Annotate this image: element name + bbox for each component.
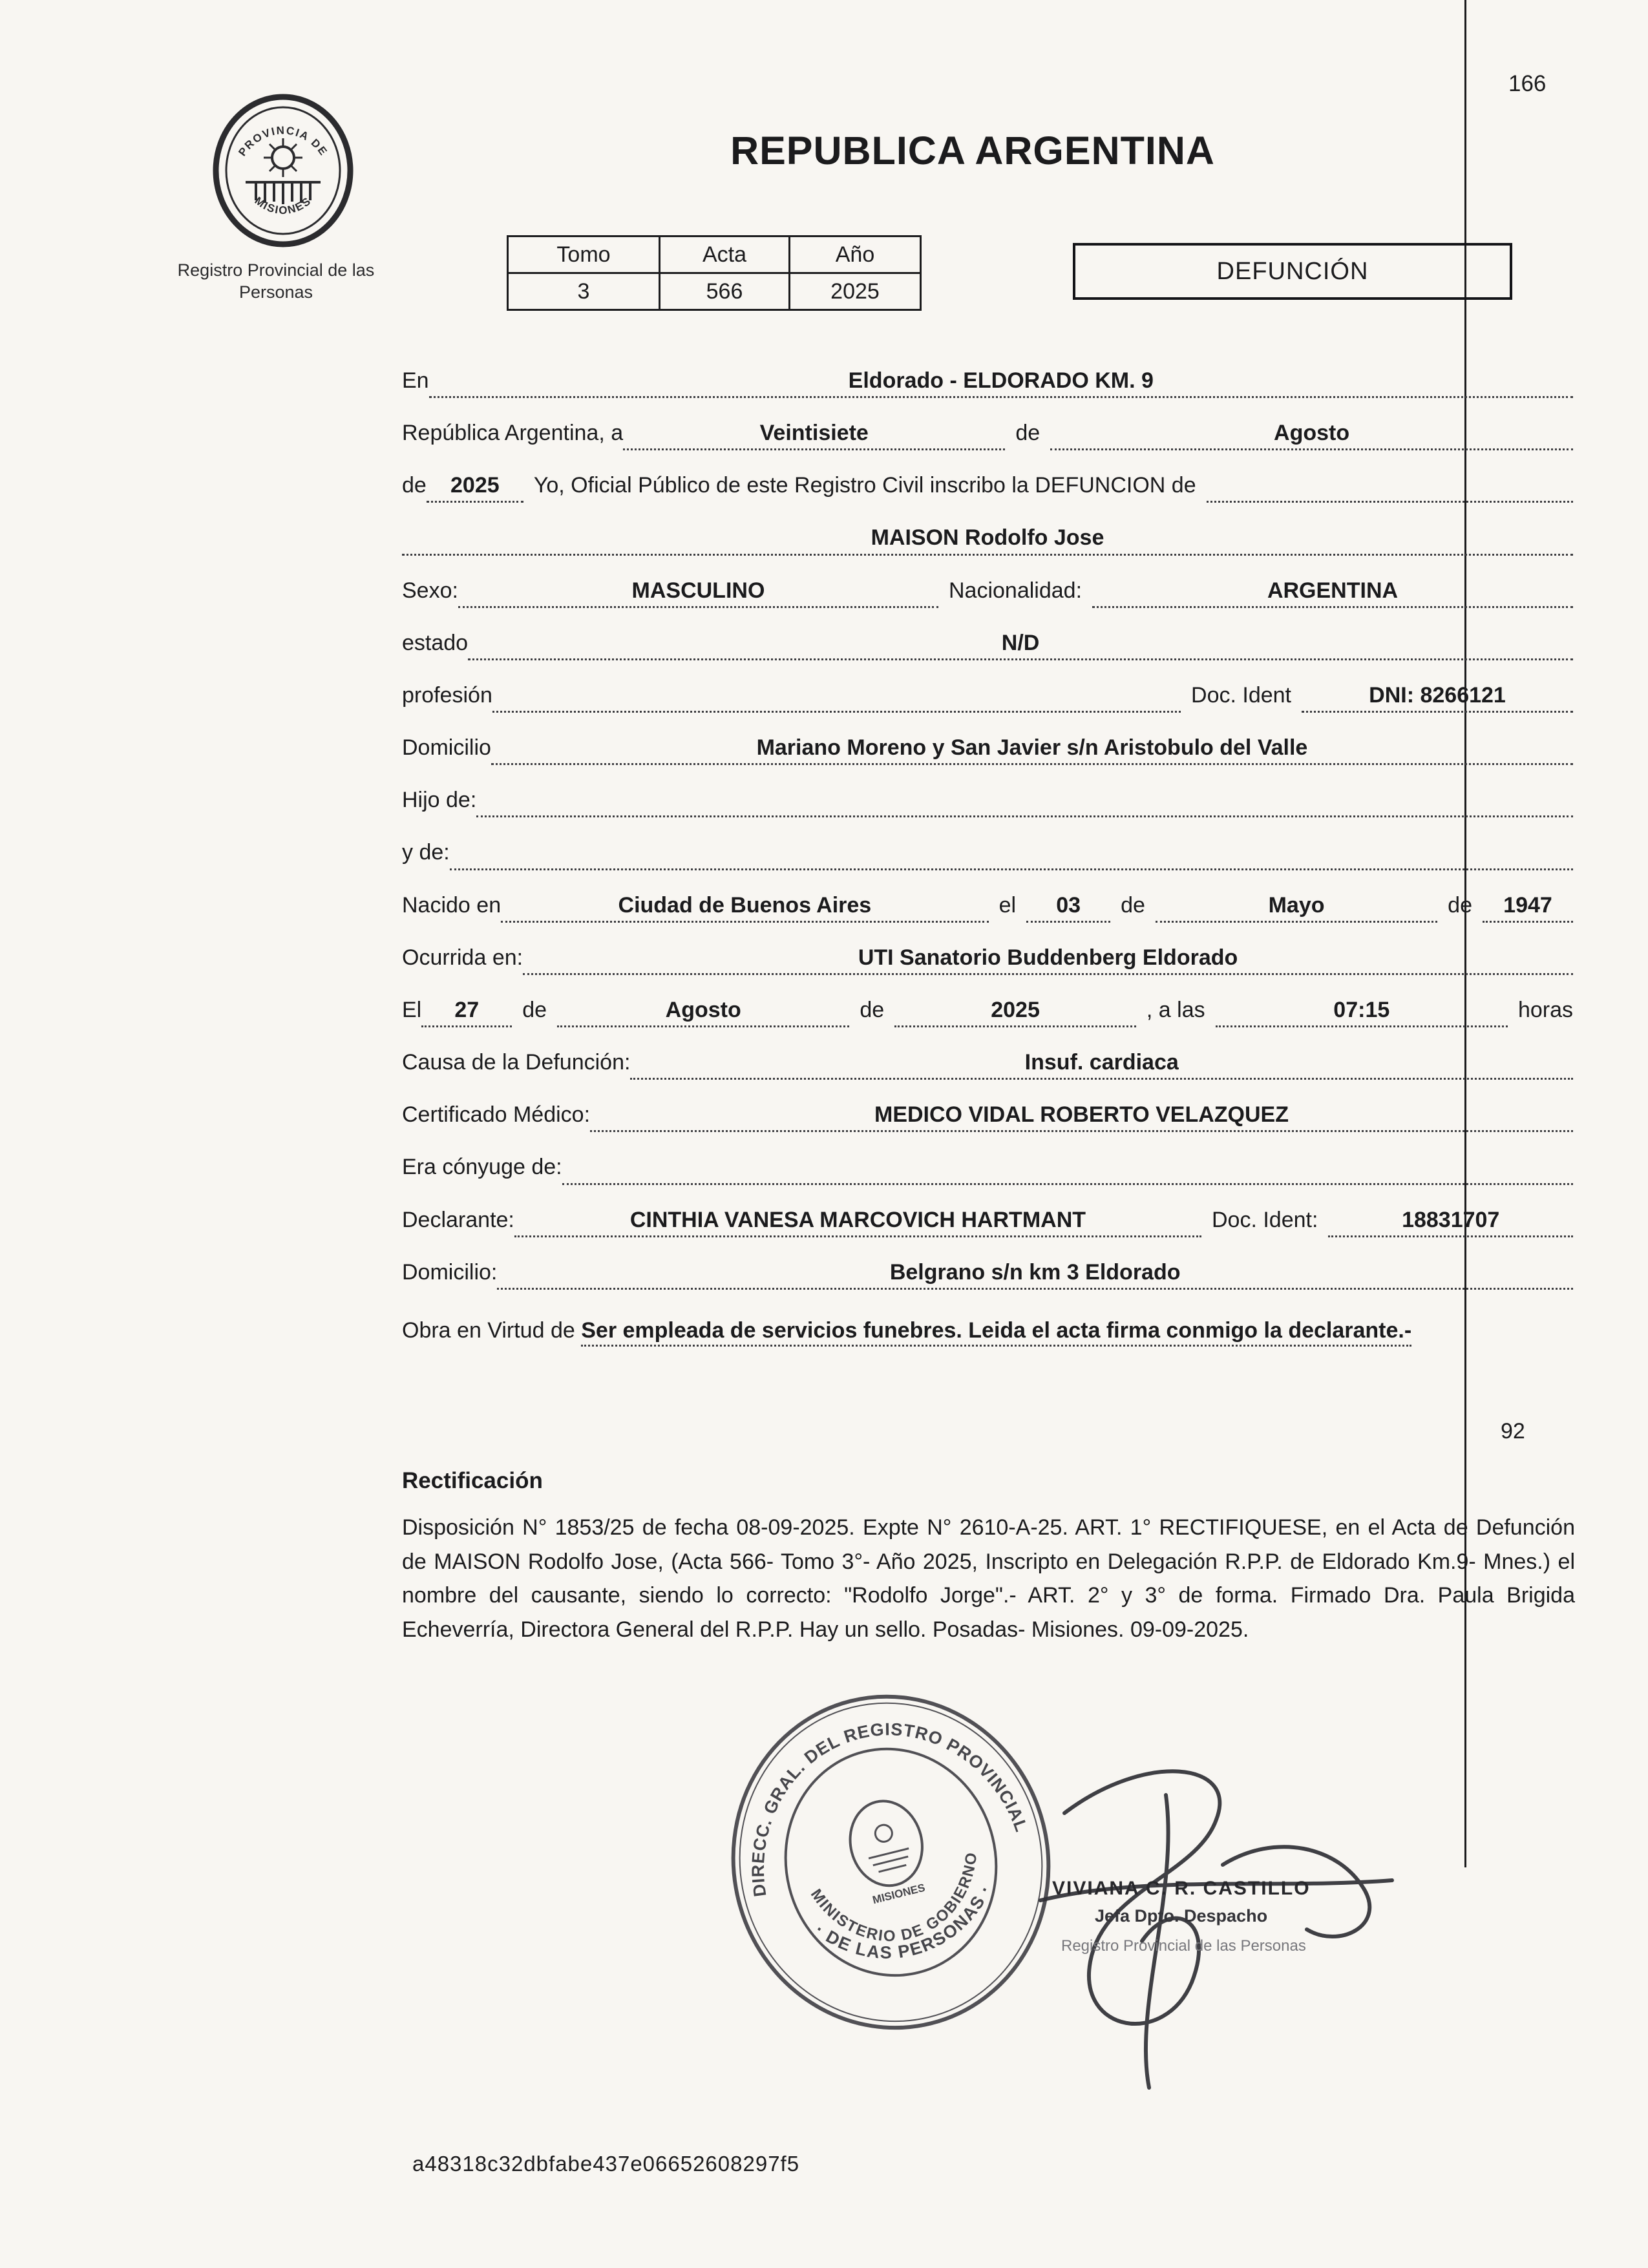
- field-father: [402, 786, 1573, 817]
- republica-label: República Argentina, a: [402, 421, 624, 446]
- declarante-doc-value: ​ 18831707: [1328, 1206, 1573, 1237]
- horas-label: horas: [1517, 997, 1573, 1022]
- empty-dotted-line: [1207, 472, 1573, 503]
- estado-value: ​ N/D: [468, 629, 1573, 660]
- birth-place-value: ​ Ciudad de Buenos Aires: [501, 892, 989, 923]
- field-declarant-address: [402, 1259, 1573, 1290]
- month-word-value: ​ Agosto: [1050, 419, 1573, 450]
- crest-bottom-text: MISIONES: [252, 194, 314, 217]
- anio-header: Año: [790, 236, 921, 273]
- document-type-box: DEFUNCIÓN: [1073, 243, 1512, 300]
- logo-caption: Registro Provincial de las Personas: [177, 260, 375, 302]
- signer-name: VIVIANA C. R. CASTILLO: [1052, 1878, 1311, 1899]
- domicilio-value: ​ Mariano Moreno y San Javier s/n Aristobulo del Valle: [491, 734, 1573, 765]
- birth-month-value: ​ Mayo: [1156, 892, 1437, 923]
- oficial-publico-text: Yo, Oficial Público de este Registro Civil inscribo la DEFUNCION de: [533, 473, 1196, 498]
- death-year-value: ​ 2025: [894, 996, 1136, 1027]
- profesion-label: profesión: [402, 682, 492, 708]
- death-time-value: ​ 07:15: [1216, 996, 1508, 1027]
- field-spouse: [402, 1153, 1573, 1184]
- page-number-top: 166: [1508, 71, 1547, 96]
- de-label: de: [860, 997, 885, 1022]
- conyuge-value-empty: [562, 1153, 1573, 1184]
- death-certificate-form: [402, 367, 1573, 1369]
- de-label: de: [522, 997, 547, 1022]
- doc-ident-value: ​ DNI: 8266121: [1302, 682, 1573, 713]
- sexo-value: ​ MASCULINO: [458, 577, 938, 608]
- nacionalidad-value: ​ ARGENTINA: [1092, 577, 1573, 608]
- death-day-value: ​ 27: [421, 996, 512, 1027]
- rectification-title: Rectificación: [402, 1468, 543, 1493]
- death-month-value: ​ Agosto: [557, 996, 849, 1027]
- document-title: REPUBLICA ARGENTINA: [730, 129, 1215, 173]
- tomo-header: Tomo: [508, 236, 660, 273]
- day-word-value: ​ Veintisiete: [623, 419, 1005, 450]
- field-profession-document: [402, 682, 1573, 713]
- declarante-label: Declarante:: [402, 1207, 514, 1232]
- ocurrida-en-label: Ocurrida en:: [402, 945, 523, 970]
- document-verification-code: a48318c32dbfabe437e06652608297f5: [412, 2152, 800, 2176]
- field-marital-status: [402, 629, 1573, 660]
- domicilio2-label: Domicilio:: [402, 1259, 498, 1285]
- domicilio-label: Domicilio: [402, 735, 491, 761]
- acta-value: 566: [660, 273, 790, 310]
- tomo-value: 3: [508, 273, 660, 310]
- nacido-en-label: Nacido en: [402, 892, 502, 918]
- signer-role: Jefa Dpto. Despacho: [1095, 1906, 1268, 1926]
- stamp-inner-text: MINISTERIO DE GOBIERNO: [807, 1851, 981, 1946]
- field-mother: [402, 839, 1573, 870]
- declarante-value: ​ CINTHIA VANESA MARCOVICH HARTMANT: [514, 1206, 1201, 1237]
- field-registration-year: [402, 472, 1573, 503]
- de-label: de: [1448, 892, 1472, 918]
- de-label: de: [1015, 421, 1041, 446]
- field-acting-by-virtue: [402, 1311, 1573, 1350]
- field-deceased-address: [402, 734, 1573, 765]
- field-death-date-time: [402, 996, 1573, 1027]
- hijo-de-label: Hijo de:: [402, 788, 477, 813]
- a-las-label: , a las: [1146, 997, 1205, 1022]
- field-deceased-name: [402, 524, 1573, 555]
- field-registration-date-words: [402, 419, 1573, 450]
- ocurrida-en-value: ​ UTI Sanatorio Buddenberg Eldorado: [523, 944, 1573, 975]
- domicilio2-value: ​ Belgrano s/n km 3 Eldorado: [497, 1259, 1573, 1290]
- hijo-de-value-empty: [476, 786, 1573, 817]
- deceased-name-value: ​ MAISON Rodolfo Jose: [402, 524, 1573, 555]
- obra-value: Ser empleada de servicios funebres. Leida el acta firma conmigo la declarante.-: [581, 1318, 1411, 1347]
- provincia-misiones-crest-icon: [206, 92, 361, 263]
- record-reference-table: [507, 235, 922, 311]
- crest-sun-icon: [272, 147, 294, 169]
- table-header-row: [508, 236, 921, 273]
- el-label: el: [998, 892, 1017, 918]
- signer-organization: Registro Provincial de las Personas: [1061, 1937, 1306, 1955]
- de-label: de: [1121, 892, 1145, 918]
- nacionalidad-label: Nacionalidad:: [948, 578, 1083, 603]
- page-number-middle: 92: [1501, 1419, 1525, 1444]
- birth-day-value: ​ 03: [1026, 892, 1110, 923]
- field-medical-certificate: [402, 1101, 1573, 1132]
- field-cause-of-death: [402, 1049, 1573, 1080]
- field-registered-in: [402, 367, 1573, 398]
- field-declarant: [402, 1206, 1573, 1237]
- en-label: En: [402, 368, 429, 393]
- stamp-outer-top-text: DIRECC. GRAL. DEL REGISTRO PROVINCIAL: [748, 1719, 1031, 1898]
- birth-year-value: ​ 1947: [1483, 892, 1573, 923]
- field-sex-nationality: [402, 577, 1573, 608]
- stamp-outer-bottom-text: · DE LAS PERSONAS ·: [811, 1881, 996, 1962]
- y-de-label: y de:: [402, 840, 450, 865]
- doc-ident-label: Doc. Ident:: [1212, 1207, 1318, 1232]
- anio-value: 2025: [790, 273, 921, 310]
- table-value-row: [508, 273, 921, 310]
- y-de-value-empty: [450, 839, 1573, 870]
- stamp-center-text: MISIONES: [871, 1881, 927, 1907]
- certificado-value: ​ MEDICO VIDAL ROBERTO VELAZQUEZ: [590, 1101, 1573, 1132]
- profesion-value-empty: [492, 682, 1181, 713]
- estado-label: estado: [402, 630, 469, 655]
- de-label: de: [402, 473, 427, 498]
- conyuge-label: Era cónyuge de:: [402, 1155, 562, 1180]
- crest-falls-icon: [256, 184, 310, 204]
- certificado-label: Certificado Médico:: [402, 1102, 591, 1128]
- obra-label: Obra en Virtud de: [402, 1318, 575, 1343]
- field-birth: [402, 892, 1573, 923]
- doc-ident-label: Doc. Ident: [1191, 682, 1291, 708]
- causa-value: ​ Insuf. cardiaca: [630, 1049, 1573, 1080]
- rectification-body: Disposición N° 1853/25 de fecha 08-09-2025. Expte N° 2610-A-25. ART. 1° RECTIFIQUESE, en el Acta de Defunción de MAISON Rodolfo Jose, (Acta 566- Tomo 3°- Año 2025, Inscripto en Delegación R.P.P. de Eldorado Km.9- Mnes.) el nombre del causante, siendo lo correcto: "Rodolfo Jorge".- ART. 2° y 3° de forma. Firmado Dra. Paula Brigida Echeverría, Directora General del R.P.P. Hay un sello. Posadas- Misiones. 09-09-2025.: [402, 1515, 1575, 1643]
- el-label: El: [402, 997, 422, 1022]
- registration-year-value: ​ 2025: [427, 472, 523, 503]
- field-death-place: [402, 944, 1573, 975]
- en-value: ​ Eldorado - ELDORADO KM. 9: [429, 367, 1573, 398]
- svg-text:DIRECC. GRAL. DEL REGISTRO PRO: [716, 1688, 1032, 1900]
- rectification-section: [402, 1468, 1575, 1647]
- sexo-label: Sexo:: [402, 578, 458, 603]
- causa-label: Causa de la Defunción:: [402, 1050, 631, 1075]
- acta-header: Acta: [660, 236, 790, 273]
- crest-top-text: PROVINCIA DE: [236, 124, 330, 159]
- stamp-center-crest-icon: [841, 1793, 931, 1893]
